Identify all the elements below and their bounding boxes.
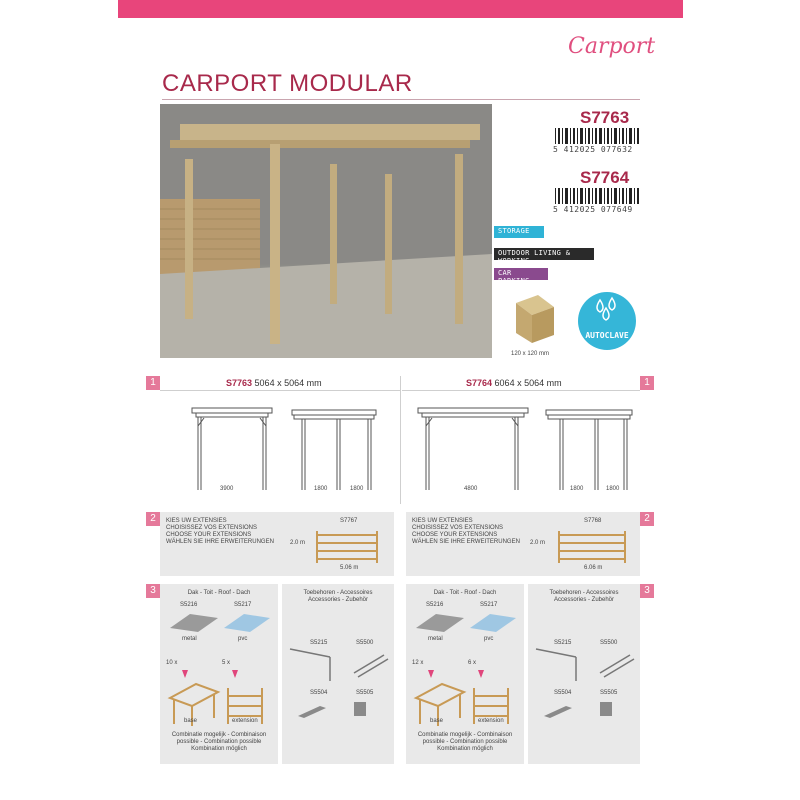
accessory-anchors-icon-right <box>536 698 636 720</box>
acc-code-s5505-right: S5505 <box>600 690 618 696</box>
wood-size: 120 x 120 mm <box>511 351 550 357</box>
tag-car-parking: CAR PARKING <box>494 268 548 280</box>
extension-drawing-s7768 <box>554 525 630 565</box>
section-1-left-size: 5064 x 5064 mm <box>254 378 322 388</box>
accessory-anchors-icon-left <box>290 698 390 720</box>
acc-code-s5500-left: S5500 <box>356 640 374 646</box>
section-2-number-left: 2 <box>146 512 160 526</box>
section-1-number-left: 1 <box>146 376 160 390</box>
page-title: CARPORT MODULAR <box>162 70 413 97</box>
section-1-right-code: S7764 <box>466 378 493 388</box>
section-1-divider <box>400 376 401 504</box>
header-bar <box>118 0 683 18</box>
title-divider <box>162 99 640 100</box>
tag-storage: STORAGE <box>494 226 544 238</box>
section-1-rule-left <box>160 390 400 391</box>
acc-code-s5215-left: S5215 <box>310 640 328 646</box>
combo-text-left: Combinatie mogelijk - Combinaison possible - Combination possible Kombination möglich <box>171 732 267 752</box>
extension-width-right: 6.06 m <box>584 565 603 571</box>
dim-s7763-side-1: 1800 <box>314 486 328 492</box>
roof-title-left: Dak - Toit - Roof - Dach <box>187 590 251 596</box>
drawing-s7763 <box>182 398 382 498</box>
count-ext-right: 6 x <box>468 660 477 666</box>
product-code-s7763: S7763 <box>580 108 630 127</box>
extension-text-left: KIES UW EXTENSIES CHOISISSEZ VOS EXTENSIONS CHOOSE YOUR EXTENSIONS WÄHLEN SIE IHRE ERWEITERUNGEN <box>166 518 274 545</box>
product-code-s7764: S7764 <box>580 168 630 187</box>
count-base-right: 12 x <box>412 660 424 666</box>
roof-sheets-icon-right <box>412 612 520 634</box>
section-3-number-right: 3 <box>640 584 654 598</box>
acc-code-s5215-right: S5215 <box>554 640 572 646</box>
count-ext-left: 5 x <box>222 660 231 666</box>
roof-code-s5217-left: S5217 <box>234 602 252 608</box>
section-1-number-right: 1 <box>640 376 654 390</box>
roof-sheets-icon-left <box>166 612 274 634</box>
roof-code-s5216-right: S5216 <box>426 602 444 608</box>
acc-code-s5500-right: S5500 <box>600 640 618 646</box>
roof-title-right: Dak - Toit - Roof - Dach <box>433 590 497 596</box>
roof-code-s5216-left: S5216 <box>180 602 198 608</box>
extension-label-left: extension <box>232 718 258 724</box>
extension-code-s7767: S7767 <box>340 518 358 524</box>
accessory-brackets-icon-left <box>288 645 392 685</box>
dim-s7763-front: 3900 <box>220 486 234 492</box>
section-1-left-code: S7763 <box>226 378 253 388</box>
barcode-s7763 <box>555 128 640 144</box>
accessory-title-right: Toebehoren - Accessoires Accessories - Zubehör <box>549 590 619 603</box>
extension-drawing-s7767 <box>312 525 382 565</box>
dim-s7763-side-2: 1800 <box>350 486 364 492</box>
base-extension-drawing-left <box>166 668 274 728</box>
drawing-s7764 <box>412 398 642 498</box>
water-drops-icon <box>578 292 636 326</box>
section-2-number-right: 2 <box>640 512 654 526</box>
barcode-s7764 <box>555 188 640 204</box>
brand-title: Carport <box>568 34 656 59</box>
section-3-number-left: 3 <box>146 584 160 598</box>
accessory-brackets-icon-right <box>534 645 638 685</box>
extension-height-right: 2.0 m <box>530 540 546 546</box>
extension-label-right: extension <box>478 718 504 724</box>
extension-height-left: 2.0 m <box>290 540 306 546</box>
barcode-number-s7763: 5 412025 077632 <box>553 145 633 154</box>
section-1-right-heading <box>466 378 562 388</box>
accessory-title-left: Toebehoren - Accessoires Accessories - Zubehör <box>303 590 373 603</box>
base-extension-drawing-right <box>412 668 520 728</box>
roof-code-s5217-right: S5217 <box>480 602 498 608</box>
acc-code-s5504-right: S5504 <box>554 690 572 696</box>
section-1-right-size: 6064 x 5064 mm <box>494 378 562 388</box>
base-label-right: base <box>430 718 444 724</box>
wood-beam-icon <box>508 293 558 345</box>
extension-text-right: KIES UW EXTENSIES CHOISISSEZ VOS EXTENSIONS CHOOSE YOUR EXTENSIONS WÄHLEN SIE IHRE ERWEITERUNGEN <box>412 518 520 545</box>
dim-s7764-side-1: 1800 <box>570 486 584 492</box>
dim-s7764-front: 4800 <box>464 486 478 492</box>
dim-s7764-side-2: 1800 <box>606 486 620 492</box>
acc-code-s5505-left: S5505 <box>356 690 374 696</box>
autoclave-label: AUTOCLAVE <box>585 331 629 340</box>
barcode-number-s7764: 5 412025 077649 <box>553 205 633 214</box>
roof-label-pvc-right: pvc <box>484 636 494 642</box>
section-1-left-heading <box>226 378 322 388</box>
acc-code-s5504-left: S5504 <box>310 690 328 696</box>
count-base-left: 10 x <box>166 660 178 666</box>
extension-code-s7768: S7768 <box>584 518 602 524</box>
roof-label-metal-right: metal <box>428 636 443 642</box>
autoclave-badge <box>578 292 636 350</box>
carport-photo <box>160 104 492 358</box>
base-label-left: base <box>184 718 198 724</box>
roof-label-pvc-left: pvc <box>238 636 248 642</box>
extension-width-left: 5.06 m <box>340 565 359 571</box>
section-1-rule-right <box>402 390 640 391</box>
roof-label-metal-left: metal <box>182 636 197 642</box>
combo-text-right: Combinatie mogelijk - Combinaison possible - Combination possible Kombination möglich <box>417 732 513 752</box>
tag-outdoor-living: OUTDOOR LIVING & WORKING <box>494 248 594 260</box>
